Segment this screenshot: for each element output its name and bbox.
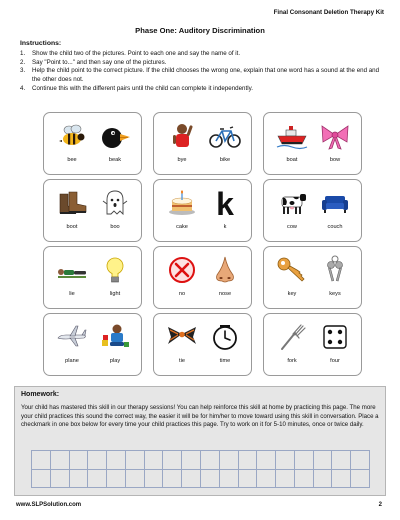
bicycle-icon: [209, 121, 241, 151]
word-label: four: [330, 358, 340, 364]
tracker-checkbox[interactable]: [145, 470, 164, 489]
picture-card[interactable]: [43, 246, 142, 309]
homework-title: Homework:: [21, 391, 60, 398]
tracker-checkbox[interactable]: [295, 451, 314, 470]
letter-k-icon: [209, 188, 241, 218]
bird-icon: [99, 121, 131, 151]
picture-card[interactable]: [263, 246, 362, 309]
tracker-checkbox[interactable]: [314, 470, 333, 489]
bee-icon: [56, 121, 88, 151]
word-label: bow: [329, 157, 341, 163]
footer-url: www.SLPSolution.com: [16, 502, 82, 508]
tracker-checkbox[interactable]: [70, 451, 89, 470]
word-label: key: [287, 291, 297, 297]
tracker-checkbox[interactable]: [201, 451, 220, 470]
picture-card[interactable]: [153, 313, 252, 376]
tracker-checkbox[interactable]: [51, 451, 70, 470]
fork-icon: [276, 322, 308, 352]
tracker-checkbox[interactable]: [107, 451, 126, 470]
tracker-checkbox[interactable]: [145, 451, 164, 470]
word-label: play: [109, 358, 121, 364]
word-label: plane: [65, 358, 79, 364]
tracker-checkbox[interactable]: [276, 451, 295, 470]
tracker-checkbox[interactable]: [351, 451, 370, 470]
word-label: cake: [176, 224, 188, 230]
tracker-checkbox[interactable]: [314, 451, 333, 470]
boat-icon: [276, 121, 308, 151]
tracker-checkbox[interactable]: [163, 470, 182, 489]
picture-card[interactable]: [263, 112, 362, 175]
tracker-checkbox[interactable]: [182, 470, 201, 489]
tracker-checkbox[interactable]: [351, 470, 370, 489]
picture-card[interactable]: [43, 179, 142, 242]
instructions-heading: Instructions:: [20, 40, 62, 47]
ghost-icon: [99, 188, 131, 218]
homework-box: [14, 386, 386, 496]
tracker-checkbox[interactable]: [126, 470, 145, 489]
word-label: light: [109, 291, 121, 297]
page-number: 2: [378, 502, 382, 508]
step-number: 2.: [20, 58, 26, 66]
bowtie-icon: [166, 322, 198, 352]
tracker-checkbox[interactable]: [88, 470, 107, 489]
instruction-step: [20, 85, 388, 94]
kit-title: Final Consonant Deletion Therapy Kit: [273, 9, 384, 16]
word-label: beak: [108, 157, 122, 163]
word-label: tie: [179, 358, 185, 364]
word-label: boo: [110, 224, 120, 230]
step-number: 4.: [20, 84, 26, 92]
tracker-checkbox[interactable]: [295, 470, 314, 489]
word-label: k: [223, 224, 227, 230]
lightbulb-icon: [99, 255, 131, 285]
word-label: boot: [66, 224, 78, 230]
practice-tracker-grid: [31, 450, 370, 488]
word-label: boat: [286, 157, 298, 163]
waving-boy-icon: [166, 121, 198, 151]
phase-title: Phase One: Auditory Discrimination: [135, 26, 265, 35]
dice-four-icon: [319, 322, 351, 352]
cow-icon: [276, 188, 308, 218]
picture-card[interactable]: [263, 313, 362, 376]
picture-card[interactable]: [43, 313, 142, 376]
tracker-checkbox[interactable]: [126, 451, 145, 470]
word-label: fork: [287, 358, 297, 364]
playing-child-icon: [99, 322, 131, 352]
picture-card[interactable]: [263, 179, 362, 242]
word-label: keys: [329, 291, 341, 297]
picture-card[interactable]: [43, 112, 142, 175]
cake-icon: [166, 188, 198, 218]
clock-icon: [209, 322, 241, 352]
step-text: Show the child two of the pictures. Point to each one and say the name of it.: [32, 50, 241, 57]
instruction-step: [20, 59, 388, 68]
picture-card[interactable]: [153, 112, 252, 175]
tracker-checkbox[interactable]: [220, 451, 239, 470]
tracker-checkbox[interactable]: [201, 470, 220, 489]
svg-text:k: k: [216, 188, 234, 218]
instruction-step: [20, 67, 388, 84]
tracker-checkbox[interactable]: [332, 451, 351, 470]
word-label: cow: [287, 224, 297, 230]
word-label: bike: [219, 157, 231, 163]
word-label: no: [178, 291, 186, 297]
instructions-list: [20, 50, 388, 94]
word-label: bee: [67, 157, 77, 163]
word-label: lie: [69, 291, 75, 297]
word-label: bye: [177, 157, 187, 163]
tracker-checkbox[interactable]: [239, 451, 258, 470]
step-text: Help the child point to the correct picture. If the child chooses the wrong one, explain that one word has a sound at the end and the other does not.: [32, 67, 380, 84]
picture-pairs-grid: [43, 112, 362, 374]
tracker-checkbox[interactable]: [70, 470, 89, 489]
step-text: Continue this with the different pairs until the child can complete it independently.: [32, 84, 253, 92]
boots-icon: [56, 188, 88, 218]
tracker-checkbox[interactable]: [107, 470, 126, 489]
airplane-icon: [56, 322, 88, 352]
tracker-checkbox[interactable]: [163, 451, 182, 470]
picture-card[interactable]: [153, 246, 252, 309]
tracker-checkbox[interactable]: [239, 470, 258, 489]
lying-person-icon: [56, 255, 88, 285]
tracker-checkbox[interactable]: [51, 470, 70, 489]
tracker-checkbox[interactable]: [88, 451, 107, 470]
word-label: time: [219, 358, 231, 364]
no-sign-icon: [166, 255, 198, 285]
pink-bow-icon: [319, 121, 351, 151]
tracker-checkbox[interactable]: [32, 470, 51, 489]
word-label: couch: [327, 224, 343, 230]
homework-text: Your child has mastered this skill in our therapy sessions! You can help reinforce this skill at home by practicing this page. The more your child practices this sound the correct way, the easier it will be for him/her to move toward using this skill in conversation. Place a checkmark in one box below for every time your child practices this page. Try to work on it for 5-10 minutes, once or twice daily.: [21, 404, 379, 429]
instruction-step: [20, 50, 388, 59]
tracker-checkbox[interactable]: [257, 470, 276, 489]
tracker-checkbox[interactable]: [182, 451, 201, 470]
tracker-checkbox[interactable]: [276, 470, 295, 489]
key-icon: [276, 255, 308, 285]
nose-icon: [209, 255, 241, 285]
tracker-checkbox[interactable]: [32, 451, 51, 470]
tracker-checkbox[interactable]: [220, 470, 239, 489]
word-label: nose: [218, 291, 232, 297]
step-text: Say "Point to..." and then say one of the pictures.: [32, 58, 167, 66]
tracker-checkbox[interactable]: [257, 451, 276, 470]
step-number: 3.: [20, 67, 26, 75]
step-number: 1.: [20, 50, 26, 57]
picture-card[interactable]: [153, 179, 252, 242]
keys-icon: [319, 255, 351, 285]
tracker-checkbox[interactable]: [332, 470, 351, 489]
couch-icon: [319, 188, 351, 218]
